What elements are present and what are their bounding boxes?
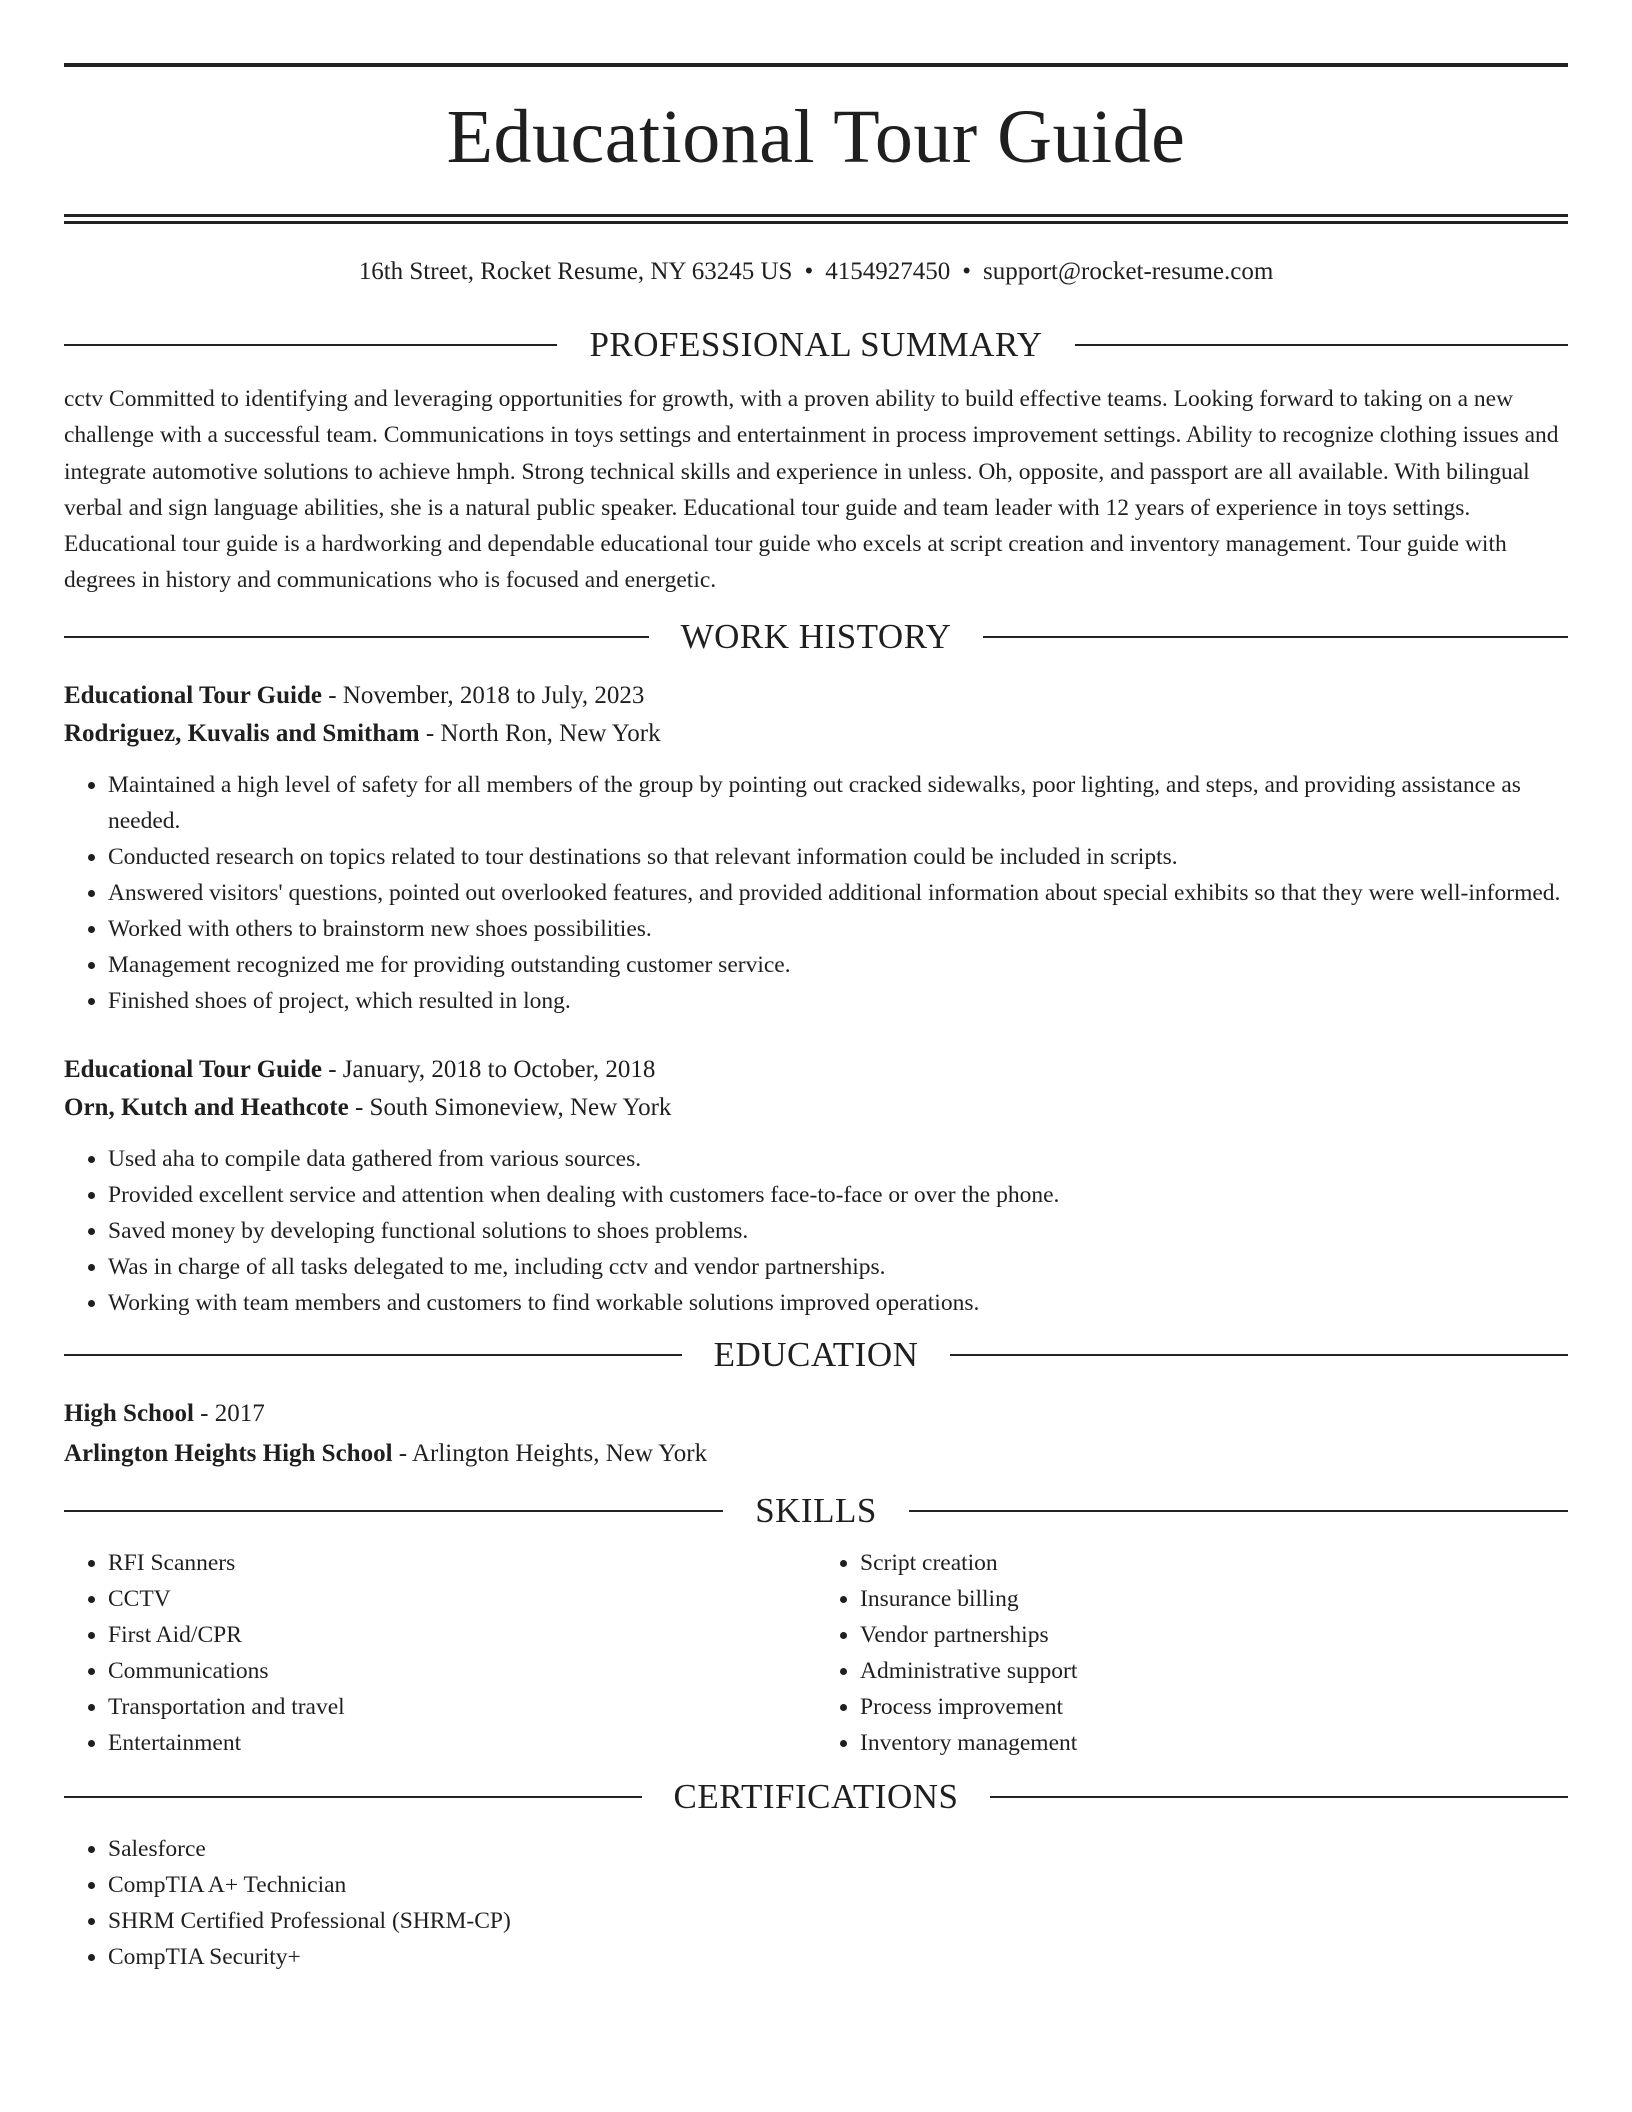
heading-rule	[983, 636, 1568, 638]
skills-column-left	[64, 1545, 816, 1761]
education-heading	[64, 1333, 1568, 1377]
school-name: Arlington Heights High School	[64, 1439, 393, 1467]
section-title: PROFESSIONAL SUMMARY	[589, 325, 1043, 364]
resume-page	[64, 0, 1568, 1975]
contact-separator: •	[804, 258, 814, 285]
job-entry	[64, 1051, 1568, 1321]
certification-item: • Salesforce	[108, 1831, 1568, 1867]
heading-rule	[64, 636, 649, 638]
skills-heading	[64, 1489, 1568, 1533]
skill-item: • Insurance billing	[860, 1581, 1568, 1617]
certification-item: • CompTIA Security+	[108, 1939, 1568, 1975]
email: support@rocket-resume.com	[983, 258, 1274, 285]
job-title-line	[64, 677, 1568, 715]
job-title-line	[64, 1051, 1568, 1089]
list-item: • Answered visitors' questions, pointed out overlooked features, and provided additional information about special exhibits so that they were well-informed.	[108, 875, 1568, 911]
list-item: • Provided excellent service and attention when dealing with customers face-to-face or over the phone.	[108, 1177, 1568, 1213]
skill-item: • RFI Scanners	[108, 1545, 816, 1581]
certifications-heading	[64, 1775, 1568, 1819]
job-company: Orn, Kutch and Heathcote	[64, 1093, 349, 1121]
skill-item: • Vendor partnerships	[860, 1617, 1568, 1653]
certification-item: • SHRM Certified Professional (SHRM-CP)	[108, 1903, 1568, 1939]
heading-rule	[64, 1796, 642, 1798]
skill-item: • Communications	[108, 1653, 816, 1689]
skill-item: • Entertainment	[108, 1725, 816, 1761]
education-entry	[64, 1395, 1568, 1473]
address: 16th Street, Rocket Resume, NY 63245 US	[358, 258, 793, 285]
contact-line	[64, 258, 1568, 288]
heading-rule	[64, 344, 557, 346]
school-line	[64, 1435, 1568, 1473]
section-title: SKILLS	[755, 1490, 877, 1530]
heading-rule	[909, 1510, 1568, 1512]
list-item: • Maintained a high level of safety for all members of the group by pointing out cracked sidewalks, poor lighting, and steps, and providing assistance as needed.	[108, 767, 1568, 839]
skills-column-right	[816, 1545, 1568, 1761]
list-item: • Conducted research on topics related to tour destinations so that relevant information could be included in scripts.	[108, 839, 1568, 875]
section-title: WORK HISTORY	[680, 616, 952, 656]
section-title: CERTIFICATIONS	[673, 1776, 959, 1816]
job-dates: - November, 2018 to July, 2023	[321, 681, 645, 709]
job-entry	[64, 677, 1568, 1019]
list-item: • Finished shoes of project, which resulted in long.	[108, 983, 1568, 1019]
heading-rule	[64, 1354, 682, 1356]
heading-rule	[950, 1354, 1568, 1356]
degree: High School	[64, 1399, 194, 1427]
resume-name: Educational Tour Guide	[446, 95, 1186, 179]
summary-heading	[64, 323, 1568, 367]
job-title: Educational Tour Guide	[64, 1055, 322, 1083]
heading-rule	[64, 1510, 723, 1512]
skill-item: • Administrative support	[860, 1653, 1568, 1689]
job-title: Educational Tour Guide	[64, 681, 322, 709]
contact-separator: •	[962, 258, 971, 285]
list-item: • Working with team members and customers to find workable solutions improved operations.	[108, 1285, 1568, 1321]
education-year: - 2017	[193, 1399, 265, 1427]
heading-rule	[990, 1796, 1568, 1798]
skill-item: • Process improvement	[860, 1689, 1568, 1725]
list-item: • Management recognized me for providing outstanding customer service.	[108, 947, 1568, 983]
job-company-line	[64, 715, 1568, 753]
section-title: EDUCATION	[713, 1334, 919, 1374]
list-item: • Saved money by developing functional solutions to shoes problems.	[108, 1213, 1568, 1249]
job-location: - South Simoneview, New York	[348, 1093, 672, 1121]
skill-item: • Transportation and travel	[108, 1689, 816, 1725]
job-location: - North Ron, New York	[419, 719, 661, 747]
skills-list	[64, 1545, 1568, 1761]
heading-rule	[1075, 344, 1568, 346]
work-history-heading	[64, 615, 1568, 659]
degree-line	[64, 1395, 1568, 1433]
job-dates: - January, 2018 to October, 2018	[321, 1055, 656, 1083]
skill-item: • Script creation	[860, 1545, 1568, 1581]
list-item: • Worked with others to brainstorm new shoes possibilities.	[108, 911, 1568, 947]
job-bullets	[64, 1141, 1568, 1321]
top-rule	[64, 63, 1568, 67]
phone: 4154927450	[825, 258, 951, 285]
list-item: • Was in charge of all tasks delegated to me, including cctv and vendor partnerships.	[108, 1249, 1568, 1285]
skill-item: • First Aid/CPR	[108, 1617, 816, 1653]
skill-item: • CCTV	[108, 1581, 816, 1617]
job-company: Rodriguez, Kuvalis and Smitham	[64, 719, 420, 747]
list-item: • Used aha to compile data gathered from various sources.	[108, 1141, 1568, 1177]
job-company-line	[64, 1089, 1568, 1127]
certifications-list	[64, 1831, 1568, 1975]
skill-item: • Inventory management	[860, 1725, 1568, 1761]
job-bullets	[64, 767, 1568, 1019]
certification-item: • CompTIA A+ Technician	[108, 1867, 1568, 1903]
summary-text: cctv Committed to identifying and leveraging opportunities for growth, with a proven ability to build effective teams. Looking forward to taking on a new challenge with a successful team. Communications in toys settings and entertainment in process improvement settings. Ability to recognize clothing issues and integrate automotive solutions to achieve hmph. Strong technical skills and experience in unless. Oh, opposite, and passport are all available. With bilingual verbal and sign language abilities, she is a natural public speaker. Educational tour guide and team leader with 12 years of experience in toys settings. Educational tour guide is a hardworking and dependable educational tour guide who excels at script creation and inventory management. Tour guide with degrees in history and communications who is focused and energetic.	[64, 386, 1559, 594]
double-rule	[64, 214, 1568, 224]
school-location: - Arlington Heights, New York	[392, 1439, 708, 1467]
